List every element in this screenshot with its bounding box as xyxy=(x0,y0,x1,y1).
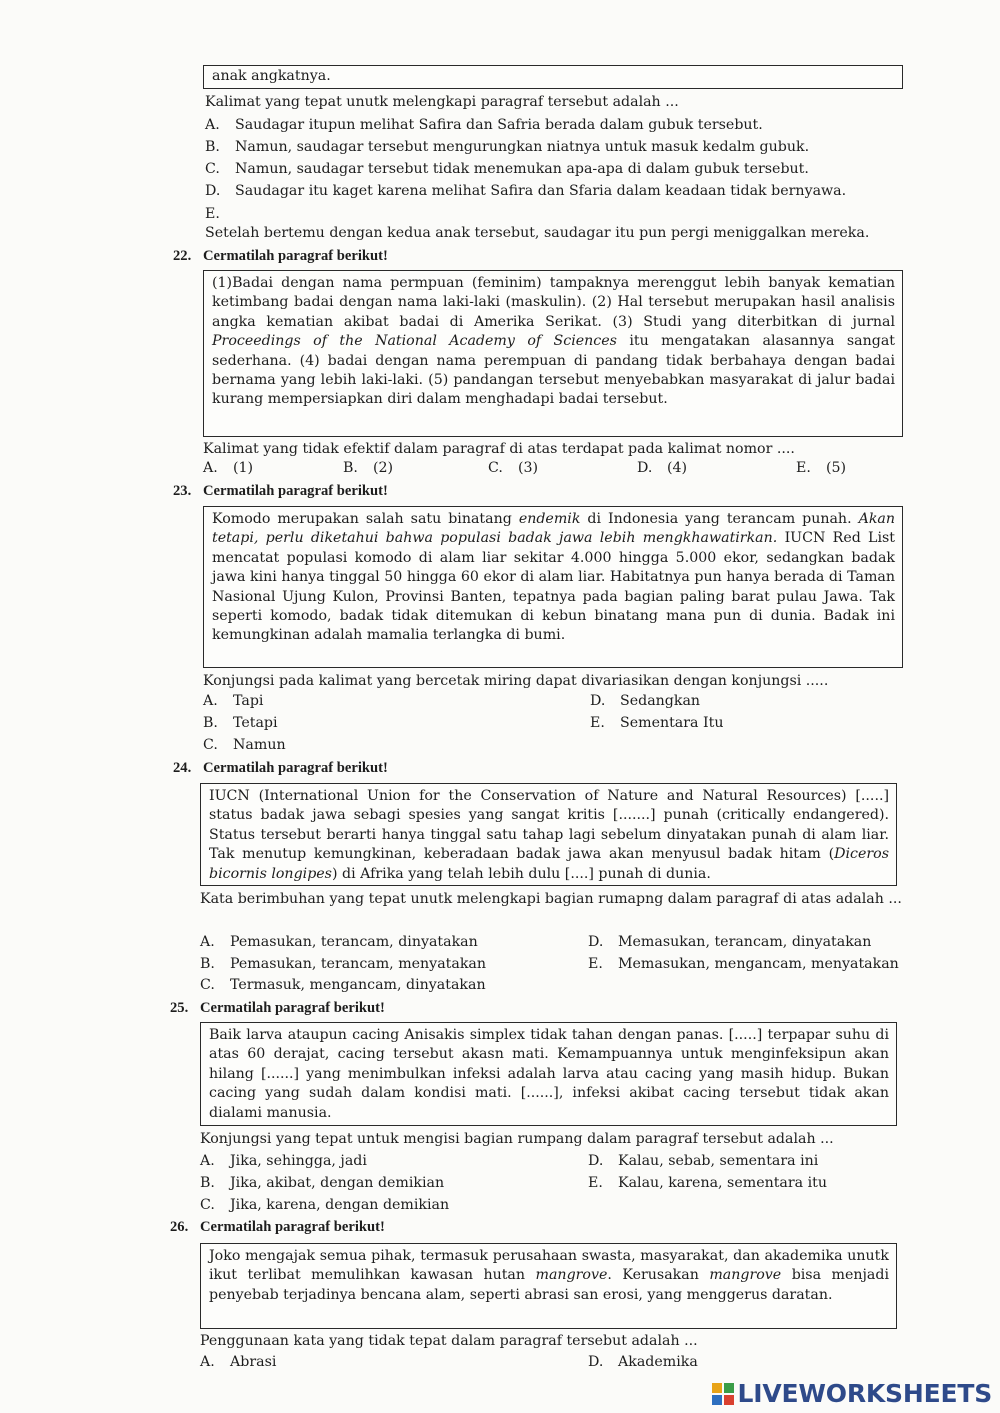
q22-option-b[interactable]: B. (2) xyxy=(343,460,394,476)
q21-paragraph-box xyxy=(203,65,903,89)
q26-paragraph-box xyxy=(200,1243,897,1329)
q21-box-line: anak angkatnya. xyxy=(212,68,331,84)
q24-option-a[interactable]: A. Pemasukan, terancam, dinyatakan xyxy=(200,934,478,950)
q25-option-e[interactable]: E. Kalau, karena, sementara itu xyxy=(588,1175,828,1191)
q24-paragraph: IUCN (International Union for the Conservation of Nature and Natural Resources) [.....] status badak jawa sebagi spesies yang sangat kritis [.......] punah (critically endangered). Status tersebut berarti hanya tinggal satu tahap lagi sebelum dinyatakan punah di alam liar. Tak menutup kemungkinan, keberadaan badak jawa akan menyusul badak hitam (Diceros bicornis longipes) di Afrika yang telah lebih dulu [....] punah di dunia. xyxy=(209,788,889,882)
q24-prompt: Kata berimbuhan yang tepat unutk melengkapi bagian rumapng dalam paragraf di atas adalah ... xyxy=(200,891,902,907)
q23-option-b[interactable]: B. Tetapi xyxy=(203,715,278,731)
q23-option-c[interactable]: C. Namun xyxy=(203,737,286,753)
q22-paragraph: (1)Badai dengan nama permpuan (feminim) tampaknya merenggut lebih banyak kematian ketimbang badai dengan nama laki-laki (maskulin). (2) Hal tersebut merupakan hasil analisis angka kematian akibat badai di Amerika Serikat. (3) Studi yang diterbitkan di jurnal Proceedings of the National Academy of Sciences itu mengatakan alasannya sangat sederhana. (4) badai dengan nama perempuan di pandang tidak berbahaya dengan badai bernama yang lebih laki-laki. (5) pandangan tersebut menyebabkan masyarakat di jalur badai kurang mempersiapkan diri dalam menghadapi badai tersebut. xyxy=(212,275,895,408)
liveworksheets-brand-text: LIVEWORKSHEETS xyxy=(737,1379,992,1409)
q25-prompt: Konjungsi yang tepat untuk mengisi bagian rumpang dalam paragraf tersebut adalah ... xyxy=(200,1131,834,1147)
q23-option-d[interactable]: D. Sedangkan xyxy=(590,693,701,709)
q25-heading: 25. Cermatilah paragraf berikut! xyxy=(170,1000,385,1016)
q26-prompt: Penggunaan kata yang tidak tepat dalam paragraf tersebut adalah ... xyxy=(200,1333,698,1349)
liveworksheets-logo[interactable] xyxy=(712,1377,992,1411)
q23-paragraph: Komodo merupakan salah satu binatang endemik di Indonesia yang terancam punah. Akan tetapi, perlu diketahui bahwa populasi badak jawa lebih mengkhawatirkan. IUCN Red List mencatat populasi komodo di alam liar sekitar 4.000 hingga 5.000 ekor, sedangkan badak jawa kini hanya tinggal 50 hingga 60 ekor di alam liar. Habitatnya pun hanya berada di Taman Nasional Ujung Kulon, Provinsi Banten, tepatnya pada bagian paling barat pulau Jawa. Tak seperti komodo, badak tidak ditemukan di kebun binatang mana pun di dunia. Badak ini kemungkinan adalah mamalia terlangka di bumi. xyxy=(212,511,896,644)
q21-option-e[interactable]: E.Setelah bertemu dengan kedua anak tersebut, saudagar itu pun pergi meniggalkan mereka. xyxy=(205,206,870,242)
q25-option-c[interactable]: C. Jika, karena, dengan demikian xyxy=(200,1197,450,1213)
q25-paragraph-box xyxy=(200,1022,897,1126)
q26-option-a[interactable]: A. Abrasi xyxy=(200,1354,277,1370)
q21-option-a[interactable]: A. Saudagar itupun melihat Safira dan Safria berada dalam gubuk tersebut. xyxy=(205,117,763,133)
q25-option-b[interactable]: B. Jika, akibat, dengan demikian xyxy=(200,1175,445,1191)
q21-prompt: Kalimat yang tepat unutk melengkapi paragraf tersebut adalah ... xyxy=(205,94,679,110)
q22-option-c[interactable]: C. (3) xyxy=(488,460,539,476)
q24-paragraph-box xyxy=(200,783,897,886)
q22-heading: 22. Cermatilah paragraf berikut! xyxy=(173,248,388,264)
q23-paragraph-box xyxy=(203,506,903,668)
q22-prompt: Kalimat yang tidak efektif dalam paragraf di atas terdapat pada kalimat nomor .... xyxy=(203,441,795,457)
q25-option-d[interactable]: D. Kalau, sebab, sementara ini xyxy=(588,1153,819,1169)
q21-option-b[interactable]: B. Namun, saudagar tersebut mengurungkan niatnya untuk masuk kedalm gubuk. xyxy=(205,139,810,155)
q21-option-c[interactable]: C. Namun, saudagar tersebut tidak menemukan apa-apa di dalam gubuk tersebut. xyxy=(205,161,809,177)
q23-prompt: Konjungsi pada kalimat yang bercetak miring dapat divariasikan dengan konjungsi ..... xyxy=(203,673,829,689)
q21-option-d[interactable]: D. Saudagar itu kaget karena melihat Safira dan Sfaria dalam keadaan tidak bernyawa. xyxy=(205,183,847,199)
q26-paragraph: Joko mengajak semua pihak, termasuk perusahaan swasta, masyarakat, dan akademika unutk ikut terlibat memulihkan kawasan hutan mangrove. Kerusakan mangrove bisa menjadi penyebab terjadinya bencana alam, seperti abrasi san erosi, yang menggerus daratan. xyxy=(209,1248,889,1303)
q22-option-d[interactable]: D. (4) xyxy=(637,460,688,476)
q24-option-c[interactable]: C. Termasuk, mengancam, dinyatakan xyxy=(200,977,486,993)
q24-option-e[interactable]: E. Memasukan, mengancam, menyatakan xyxy=(588,956,899,972)
q25-option-a[interactable]: A. Jika, sehingga, jadi xyxy=(200,1153,367,1169)
q23-option-e[interactable]: E. Sementara Itu xyxy=(590,715,724,731)
q23-heading: 23. Cermatilah paragraf berikut! xyxy=(173,483,388,499)
q22-option-e[interactable]: E. (5) xyxy=(796,460,847,476)
q22-option-a[interactable]: A. (1) xyxy=(203,460,254,476)
liveworksheets-logo-icon xyxy=(712,1383,734,1405)
q26-heading: 26. Cermatilah paragraf berikut! xyxy=(170,1219,385,1235)
q24-option-b[interactable]: B. Pemasukan, terancam, menyatakan xyxy=(200,956,487,972)
q24-option-d[interactable]: D. Memasukan, terancam, dinyatakan xyxy=(588,934,872,950)
q25-paragraph: Baik larva ataupun cacing Anisakis simplex tidak tahan dengan panas. [.....] terpapar suhu di atas 60 derajat, cacing tersebut akasn mati. Kemampuannya untuk menginfeksipun akan hilang [......] yang menimbulkan infeksi adalah larva atau cacing yang masih hidup. Bukan cacing yang sudah dalam kondisi mati. [......], infeksi akibat cacing tersebut tidak akan dialami manusia. xyxy=(209,1027,889,1121)
q22-paragraph-box xyxy=(203,270,903,437)
q23-option-a[interactable]: A. Tapi xyxy=(203,693,264,709)
q24-heading: 24. Cermatilah paragraf berikut! xyxy=(173,760,388,776)
q26-option-d[interactable]: D. Akademika xyxy=(588,1354,698,1370)
